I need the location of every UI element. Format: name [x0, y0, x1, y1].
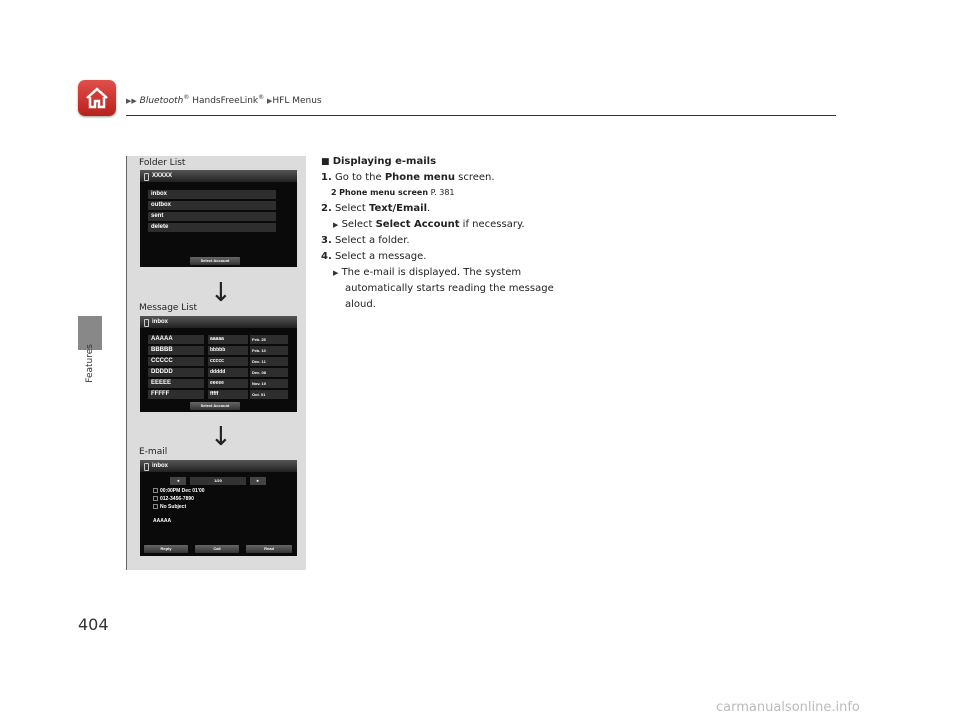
- breadcrumb-handsfreelink[interactable]: HandsFreeLink: [189, 96, 259, 106]
- folder-list-screen: [140, 170, 297, 267]
- reference-icon: 2: [331, 188, 337, 197]
- step-4: 4. Select a message.: [321, 251, 427, 262]
- reference-link[interactable]: 2 Phone menu screen P. 381: [331, 188, 455, 197]
- folder-list-label: Folder List: [139, 158, 186, 168]
- folder-item-inbox[interactable]: inbox: [148, 190, 276, 199]
- reg-mark: ®: [183, 94, 190, 101]
- message-list-label: Message List: [139, 303, 198, 313]
- screen-header: inbox: [140, 460, 297, 472]
- section-heading: ■ Displaying e-mails: [321, 156, 437, 167]
- section-label: Features: [85, 344, 95, 383]
- select-account-button[interactable]: Select Account: [190, 402, 240, 410]
- step-4-substep-line3: aloud.: [345, 299, 376, 310]
- message-date: Feb. 13: [250, 346, 288, 355]
- message-sender[interactable]: BBBBB: [148, 346, 204, 355]
- message-subject: bbbbb: [208, 346, 248, 355]
- message-date: Oct. 01: [250, 390, 288, 399]
- message-sender[interactable]: CCCCC: [148, 357, 204, 366]
- reply-button[interactable]: Reply: [144, 545, 188, 553]
- message-subject: ddddd: [208, 368, 248, 377]
- email-number: 012-3456-7890: [153, 496, 194, 502]
- breadcrumb-arrow-icon: ▶▶: [126, 97, 137, 105]
- message-sender[interactable]: FFFFF: [148, 390, 204, 399]
- email-time: 00:00PM Dec 01'00: [153, 488, 205, 494]
- folder-item-delete[interactable]: delete: [148, 223, 276, 232]
- email-subject: No Subject: [153, 504, 186, 510]
- email-body: AAAAA: [153, 518, 172, 524]
- call-button[interactable]: Call: [195, 545, 239, 553]
- header-rule: [126, 115, 836, 116]
- page-number: 404: [78, 615, 109, 634]
- message-subject: ccccc: [208, 357, 248, 366]
- figure-divider: [126, 156, 127, 570]
- select-account-button[interactable]: Select Account: [190, 257, 240, 265]
- message-date: Nov. 10: [250, 379, 288, 388]
- home-button[interactable]: [78, 80, 116, 116]
- message-list-screen: [140, 316, 297, 412]
- breadcrumb-bluetooth[interactable]: Bluetooth: [139, 96, 184, 106]
- arrow-icon: ▶: [333, 221, 339, 229]
- phone-icon: [144, 463, 149, 471]
- down-arrow-icon: ↓: [210, 278, 232, 308]
- subject-icon: [153, 504, 158, 509]
- clock-icon: [153, 488, 158, 493]
- step-1: 1. Go to the Phone menu screen.: [321, 172, 495, 183]
- phone-icon: [144, 173, 149, 181]
- email-screen: [140, 460, 297, 556]
- folder-item-outbox[interactable]: outbox: [148, 201, 276, 210]
- message-subject: aaaaa: [208, 335, 248, 344]
- phone-number-icon: [153, 496, 158, 501]
- breadcrumb-arrow-icon: ▶: [267, 97, 273, 105]
- arrow-icon: ▶: [333, 269, 339, 277]
- screen-header: inbox: [140, 316, 297, 328]
- folder-item-sent[interactable]: sent: [148, 212, 276, 221]
- message-counter: 1/20: [190, 477, 246, 485]
- message-sender[interactable]: AAAAA: [148, 335, 204, 344]
- message-sender[interactable]: DDDDD: [148, 368, 204, 377]
- screen-header: XXXXX: [140, 170, 297, 182]
- breadcrumb: [126, 94, 322, 106]
- watermark: carmanualsonline.info: [716, 700, 860, 715]
- step-2: 2. Select Text/Email.: [321, 203, 431, 214]
- phone-icon: [144, 319, 149, 327]
- next-message-button[interactable]: ►: [250, 477, 266, 485]
- email-label: E-mail: [139, 447, 168, 457]
- down-arrow-icon: ↓: [210, 422, 232, 452]
- breadcrumb-hfl-menus[interactable]: HFL Menus: [272, 96, 322, 106]
- reg-mark: ®: [258, 94, 265, 101]
- message-sender[interactable]: EEEEE: [148, 379, 204, 388]
- prev-message-button[interactable]: ◄: [170, 477, 186, 485]
- step-2-substep: ▶ Select Select Account if necessary.: [333, 219, 525, 230]
- step-4-substep-line2: automatically starts reading the message: [345, 283, 554, 294]
- message-date: Dec. 11: [250, 357, 288, 366]
- step-4-substep: ▶ The e-mail is displayed. The system: [333, 267, 522, 278]
- read-button[interactable]: Read: [246, 545, 292, 553]
- step-3: 3. Select a folder.: [321, 235, 410, 246]
- message-subject: eeeee: [208, 379, 248, 388]
- message-subject: fffff: [208, 390, 248, 399]
- home-icon: [84, 86, 110, 110]
- message-date: Feb. 25: [250, 335, 288, 344]
- message-date: Dec. 08: [250, 368, 288, 377]
